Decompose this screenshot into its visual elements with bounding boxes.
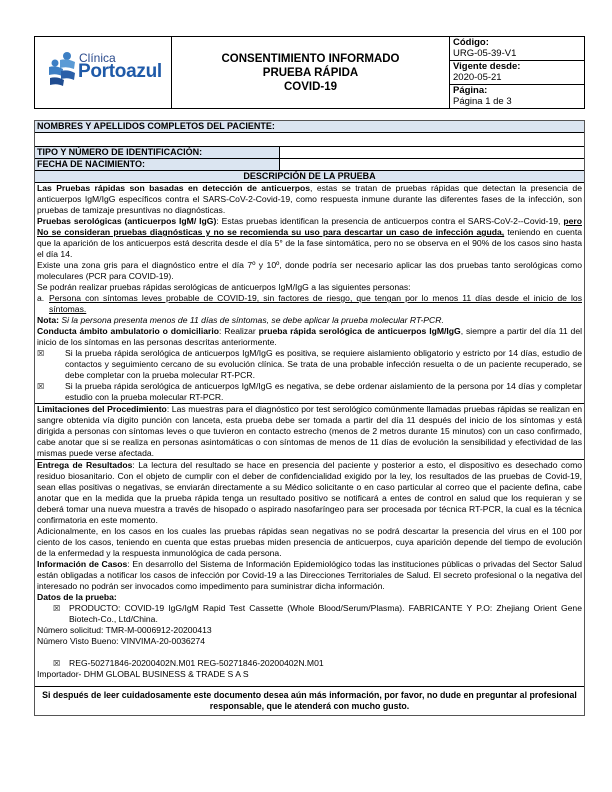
cases-paragraph xyxy=(37,559,582,592)
patient-id-row xyxy=(35,147,584,159)
checkbox-x-icon: ☒ xyxy=(37,382,45,391)
consent-form xyxy=(34,120,585,716)
list-item xyxy=(37,348,582,381)
title-line-3: COVID-19 xyxy=(283,80,338,93)
bullet-text: Si la prueba rápida serológica de anticuerpos IgM/IgG es positiva, se requiere aislamiento obligatorio y estricto por 14 días, estudio de contactos y seguimiento cercano de su evolución clínica. Se trata de una probable infección resuelta o de un paciente recuperado, se debe completar con la prueba molecular RT-PCR. xyxy=(65,348,582,380)
patient-dob-field[interactable] xyxy=(280,159,584,170)
description-block xyxy=(35,183,584,404)
list-item xyxy=(37,658,582,669)
patient-dob-label: FECHA DE NACIMIENTO: xyxy=(35,159,280,170)
checkbox-x-icon: ☒ xyxy=(53,659,61,668)
description-paragraph-1 xyxy=(37,183,582,216)
footer-note: Si después de leer cuidadosamente este documento desea aún más información, por favor, no dude en preguntar al profesional responsable, que le atenderá con mucho gusto. xyxy=(42,690,577,711)
description-paragraph-2 xyxy=(37,216,582,260)
patient-name-field[interactable] xyxy=(35,133,584,147)
test-data-label: Datos de la prueba: xyxy=(37,592,117,602)
p1-bold: Las Pruebas rápidas son basadas en detección de anticuerpos xyxy=(37,183,311,193)
p1-text: , estas se tratan de pruebas rápidas que detectan la presencia de anticuerpos IgM/IgG específicos contra el SARS-CoV-2-Covid-19, como respuesta inmune durante las diferentes fases de la infección, son pruebas de tamizaje presuntivas no diagnósticas. xyxy=(37,183,582,215)
patient-name-label: NOMBRES Y APELLIDOS COMPLETOS DEL PACIENTE: xyxy=(37,121,275,131)
meta-page-label: Página: xyxy=(453,85,488,96)
bullet-text: Si la prueba rápida serológica de anticuerpos IgM/IgG es negativa, se debe ordenar aislamiento de la persona por 14 días y completar estudio con la prueba molecular RT-PCR. xyxy=(65,381,582,402)
checkbox-x-icon: ☒ xyxy=(37,349,45,358)
results-text: : La lectura del resultado se hace en presencia del paciente y posterior a esto, el dispositivo es desechado como residuo biosanitario. Con el objeto de cumplir con el deber de confidencialidad exigido por la ley, los resultados de las pruebas de Covid-19, sean ellas positivas o negativas, se enviarán directamente a su Médico solicitante o en caso particular al correo que el paciente defina, cabe anotar que en la medida que la prueba rápida tenga un resultado positivo se notificará a entes de control en salud que los requieran y se deberá tomar una nueva muestra a través de hisopado o aspirado nasofaríngeo para ser procesada por técnica RT-PCR, la cual es la técnica confirmatoria en este momento. xyxy=(37,460,583,525)
spacer xyxy=(37,680,582,686)
patient-dob-row xyxy=(35,159,584,171)
conduct-bold: Conducta ámbito ambulatorio o domiciliario xyxy=(37,326,219,336)
logo-text-clinica: Clínica xyxy=(79,51,116,65)
conduct-text-a: : Realizar xyxy=(218,326,259,336)
title-line-2: PRUEBA RÁPIDA xyxy=(262,66,359,79)
p2-emphasis: pero No se consideran pruebas diagnósticas y no se recomienda su uso para descartar un caso de infección aguda, xyxy=(37,216,582,237)
conduct-bold-2: prueba rápida serológica de anticuerpos IgM/IgG xyxy=(258,326,461,336)
test-data-heading xyxy=(37,592,582,603)
checkbox-x-icon: ☒ xyxy=(53,604,61,613)
logo-cell xyxy=(35,37,172,108)
additional-paragraph: Adicionalmente, en los casos en los cuales las pruebas rápidas sean negativas no se podrá descartar la presencia del virus en el 100 por ciento de los casos, teniendo en cuenta que estas pruebas miden presencia de anticuerpos, cuya aparición depende del tiempo de evolución de la enfermedad y la respuesta inmunológica de cada persona. xyxy=(37,526,582,558)
meta-page-value: Página 1 de 3 xyxy=(453,95,512,107)
document-meta xyxy=(450,37,584,108)
document-title xyxy=(172,37,450,108)
logo-text-portoazul: Portoazul xyxy=(78,61,162,82)
cases-label: Información de Casos xyxy=(37,559,128,569)
note-label: Nota xyxy=(37,315,57,325)
results-label: Entrega de Resultados xyxy=(37,460,133,470)
product-text: PRODUCTO: COVID-19 IgG/IgM Rapid Test Cassette (Whole Blood/Serum/Plasma). FABRICANTE Y P.O: Zhejiang Orient Gene Biotech-Co., Ltd/China. xyxy=(69,603,582,624)
request-number: Número solicitud: TMR-M-0006912-20200413 xyxy=(37,625,212,635)
document-header xyxy=(34,36,585,109)
note: Nota: Si la persona presenta menos de 11 días de síntomas, se debe aplicar la prueba molecular RT-PCR. xyxy=(37,315,444,325)
list-item xyxy=(37,603,582,625)
p2-text-b: teniendo en cuenta que la aparición de los anticuerpos está descrita desde el día 5° de la fase sintomática, pero no se observa en el 90% de los casos sino hasta el día 14. xyxy=(37,227,582,259)
results-paragraph xyxy=(37,460,582,526)
conduct-text-b: , siempre a partir del día 11 del inicio de los síntomas en las personas descritas anteriormente. xyxy=(37,326,583,347)
patient-id-field[interactable] xyxy=(280,147,584,158)
p2-bold: Pruebas serológicas (anticuerpos IgM/ IgG) xyxy=(37,216,217,226)
limitations-label: Limitaciones del Procedimiento xyxy=(37,404,167,414)
meta-page xyxy=(450,85,584,108)
meta-valid-from xyxy=(450,61,584,85)
list-text: Persona con síntomas leves probable de COVID-19, sin factores de riesgo, que tengan por lo menos 11 días desde el inicio de los síntomas. xyxy=(49,293,582,314)
meta-valid-from-value: 2020-05-21 xyxy=(453,71,502,83)
meta-code-label: Código: xyxy=(453,37,489,48)
meta-code xyxy=(450,37,584,61)
cases-text: : En desarrollo del Sistema de Información Epidemiológico todas las instituciones públicas o privadas del Sector Salud están obligadas a notificar los casos de infección por Covid-19 a las Direcciones Territoriales de Salud. El secreto profesional o la negativa del interesado no podrán ser invocados como impedimento para suministrar dicha información. xyxy=(37,559,582,591)
portoazul-wave-logo-icon xyxy=(47,51,77,87)
meta-code-value: URG-05-39-V1 xyxy=(453,47,517,59)
spacer xyxy=(37,647,582,658)
list-item-a xyxy=(37,293,582,315)
limitations-block xyxy=(35,404,584,460)
limitations-paragraph xyxy=(37,404,582,459)
description-paragraph-4: Se podrán realizar pruebas rápidas serológicas de anticuerpos IgM/IgG a las siguientes personas: xyxy=(37,282,411,292)
list-item xyxy=(37,381,582,403)
description-title: DESCRIPCIÓN DE LA PRUEBA xyxy=(35,171,584,183)
p2-text-a: : Estas pruebas identifican la presencia de anticuerpos contra el SARS-CoV-2--Covid-19, xyxy=(216,216,564,226)
approval-number: Número Visto Bueno: VINVIMA-20-0036274 xyxy=(37,636,205,646)
results-block xyxy=(35,460,584,687)
title-line-1: CONSENTIMIENTO INFORMADO xyxy=(221,52,400,65)
patient-name-label-row xyxy=(35,121,584,133)
limitations-text: : Las muestras para el diagnóstico por test serológico comúnmente llamadas pruebas rápidas se realizan en sangre obtenida vía digito punción con lanceta, esta prueba debe ser tomada a partir del día 11 después del inicio de los síntomas y está dirigida a personas con síntomas leves o que tuvieron en contacto estrecho (menos de 2 metros durante 15 minutos) con un caso confirmado, cabe anotar que si se realiza en personas asintomáticas o con síntomas de menos de 11 días de evolución la sensibilidad y efectividad de las mismas puede verse afectada. xyxy=(37,404,582,458)
list-marker: a. xyxy=(37,293,45,303)
conduct-paragraph xyxy=(37,326,582,348)
description-paragraph-3: Existe una zona gris para el diagnóstico entre el día 7º y 10º, donde podría ser necesario aplicar las dos pruebas tanto serológicas como moleculares (PCR para COVID-19). xyxy=(37,260,582,281)
note-text: Si la persona presenta menos de 11 días de síntomas, se debe aplicar la prueba molecular RT-PCR. xyxy=(61,315,444,325)
importer: Importador- DHM GLOBAL BUSINESS & TRADE S A S xyxy=(37,669,249,679)
registration-text: REG-50271846-20200402N.M01 REG-50271846-20200402N.M01 xyxy=(69,658,324,668)
patient-id-label: TIPO Y NÚMERO DE IDENTIFICACIÓN: xyxy=(35,147,280,158)
meta-valid-from-label: Vigente desde: xyxy=(453,61,521,72)
